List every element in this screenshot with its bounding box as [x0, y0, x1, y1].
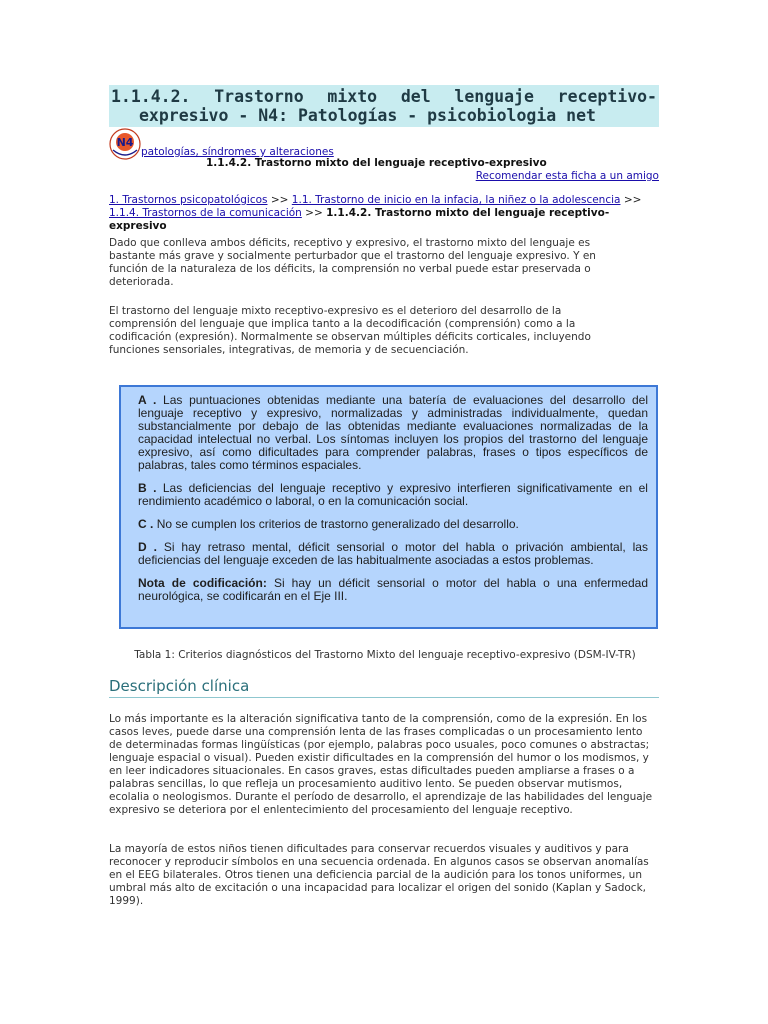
breadcrumb-item-inicio-infancia[interactable]: 1.1. Trastorno de inicio en la infacia, la niñez o la adolescencia	[291, 194, 621, 206]
breadcrumb-separator: >>	[623, 194, 642, 206]
coding-note	[138, 577, 648, 603]
breadcrumb-separator: >>	[270, 194, 289, 206]
subtitle-text: 1.1.4.2. Trastorno mixto del lenguaje receptivo-expresivo	[206, 157, 547, 169]
criterion-a-label: A .	[138, 393, 157, 407]
criterion-b-text: Las deficiencias del lenguaje receptivo y expresivo interfieren significativamente en el rendimiento académico o laboral, o en la comunicación social.	[138, 481, 648, 508]
criterion-c-label: C .	[138, 517, 154, 531]
criterion-d-text: Si hay retraso mental, déficit sensorial o motor del habla o privación ambiental, las deficiencias del lenguaje exceden de las habitualmente asociadas a estos problemas.	[138, 540, 648, 567]
section-heading: Descripción clínica	[109, 677, 659, 698]
breadcrumb	[109, 194, 661, 233]
breadcrumb-current: 1.1.4.2. Trastorno mixto del lenguaje receptivo-expresivo	[109, 207, 610, 232]
intro-paragraph-2: El trastorno del lenguaje mixto receptivo-expresivo es el deterioro del desarrollo de la comprensión del lenguaje que implica tanto a la decodificación (comprensión) como a la codificación (expresión). Normalmente se observan múltiples déficits corticales, incluyendo funciones sensoriales, integrativas, de memoria y de secuenciación.	[109, 305, 591, 356]
criterion-d-label: D .	[138, 540, 157, 554]
criterion-d	[138, 541, 648, 567]
category-link[interactable]: patologías, síndromes y alteraciones	[141, 146, 334, 158]
recommend-link[interactable]: Recomendar esta ficha a un amigo	[475, 170, 659, 182]
title-line-2: expresivo - N4: Patologías - psicobiologia net	[139, 106, 596, 125]
title-line-1: 1.1.4.2. Trastorno mixto del lenguaje receptivo-	[111, 87, 657, 106]
diagnostic-criteria-box	[119, 385, 658, 629]
breadcrumb-separator: >>	[305, 207, 323, 219]
criterion-c-text: No se cumplen los criterios de trastorno generalizado del desarrollo.	[156, 517, 519, 531]
table-caption: Tabla 1: Criterios diagnósticos del Trastorno Mixto del lenguaje receptivo-expresivo (DSM-IV-TR)	[134, 649, 636, 661]
breadcrumb-item-comunicacion[interactable]: 1.1.4. Trastornos de la comunicación	[109, 207, 302, 219]
intro-paragraph-1: Dado que conlleva ambos déficits, receptivo y expresivo, el trastorno mixto del lenguaje es bastante más grave y socialmente perturbador que el trastorno del lenguaje expresivo. Y en función de la naturaleza de los déficits, la comprensión no verbal puede estar preservada o deteriorada.	[109, 237, 596, 288]
criterion-b	[138, 482, 648, 508]
page-title	[109, 85, 659, 127]
coding-note-label: Nota de codificación:	[138, 576, 267, 590]
criterion-c	[138, 518, 648, 531]
criterion-a-text: Las puntuaciones obtenidas mediante una batería de evaluaciones del desarrollo del lenguaje receptivo y expresivo, normalizadas y administradas individualmente, quedan substancialmente por debajo de las obtenidas mediante evaluaciones normalizadas de la capacidad intelectual no verbal. Los síntomas incluyen los propios del trastorno del lenguaje expresivo, así como dificultades para comprender palabras, frases o tipos específicos de palabras, tales como términos espaciales.	[138, 393, 648, 472]
breadcrumb-item-psicopatologicos[interactable]: 1. Trastornos psicopatológicos	[109, 194, 268, 206]
criterion-a	[138, 394, 648, 472]
coding-note-text: Si hay un déficit sensorial o motor del habla o una enfermedad neurológica, se codificarán en el Eje III.	[138, 576, 648, 603]
clinical-paragraph-2: La mayoría de estos niños tienen dificultades para conservar recuerdos visuales y auditivos y para reconocer y reproducir símbolos en una secuencia ordenada. En algunos casos se observan anomalías en el EEG bilaterales. Otros tienen una deficiencia parcial de la audición para los tonos uniformes, un umbral más alto de excitación o una incapacidad para localizar el origen del sonido (Kaplan y Sadock, 1999).	[109, 843, 649, 907]
criterion-b-label: B .	[138, 481, 157, 495]
svg-text:N4: N4	[116, 136, 134, 149]
clinical-paragraph-1: Lo más importante es la alteración significativa tanto de la comprensión, como de la expresión. En los casos leves, puede darse una comprensión lenta de las frases complicadas o un procesamiento lento de determinadas formas lingüísticas (por ejemplo, palabras poco usuales, poco comunes o abstractas; lenguaje espacial o visual). Pueden existir dificultades en la comprensión del humor o los modismos, y en leer indicadores situacionales. En casos graves, estas dificultades pueden ampliarse a frases o a palabras sencillas, lo que refleja un procesamiento auditivo lento. Se pueden observar mutismos, ecolalia o neologismos. Durante el período de desarrollo, el aprendizaje de las habilidades del lenguaje expresivo se deteriora por el enlentecimiento del procesamiento del lenguaje receptivo.	[109, 713, 653, 816]
n4-logo-icon[interactable]	[109, 128, 141, 160]
